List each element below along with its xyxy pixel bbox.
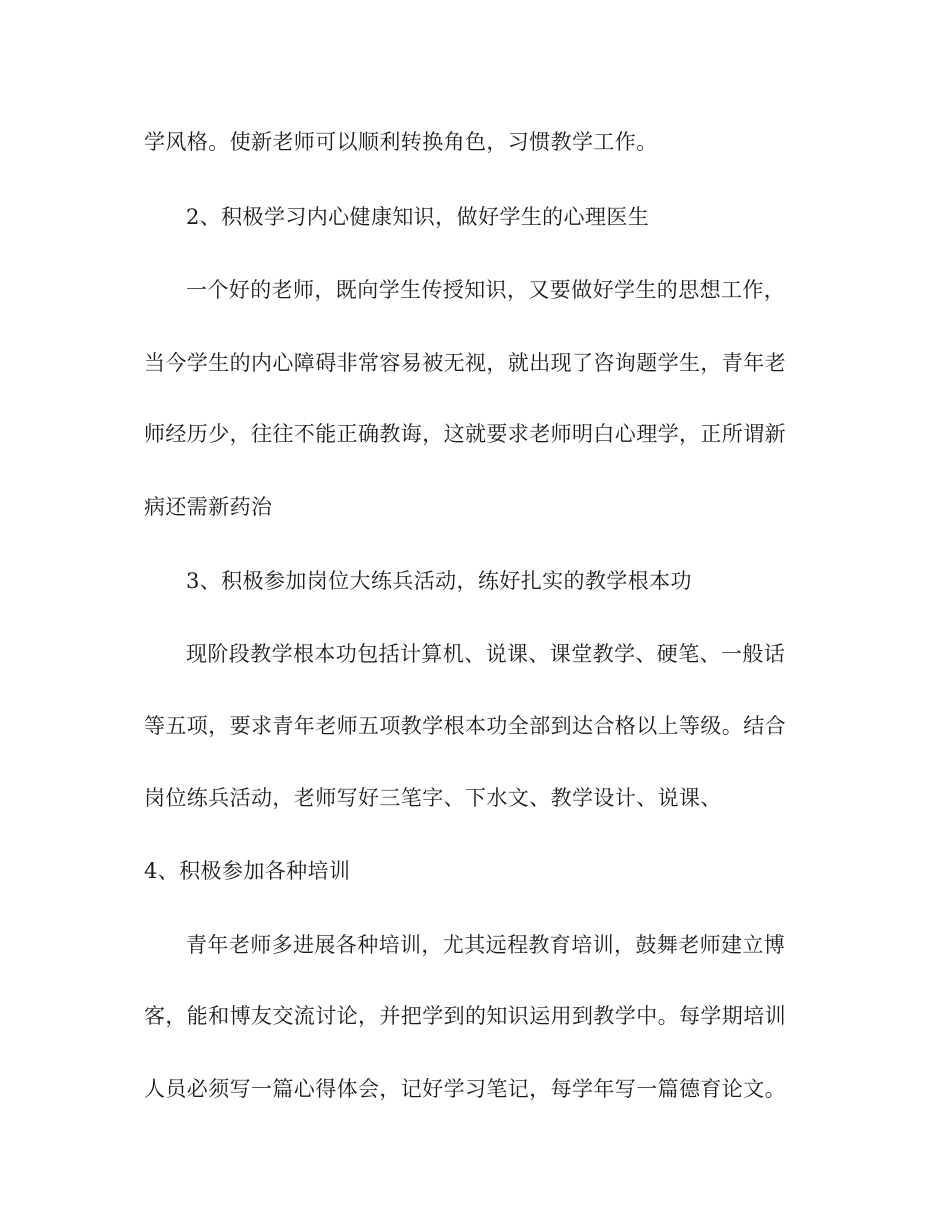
text-line: 病还需新药治	[144, 495, 273, 519]
text-line: 岗位练兵活动，老师写好三笔字、下水文、教学设计、说课、	[144, 786, 722, 810]
text-line: 客，能和博友交流讨论，并把学到的知识运用到教学中。每学期培训	[144, 1004, 786, 1028]
text-line: 当今学生的内心障碍非常容易被无视，就出现了咨询题学生，青年老	[144, 351, 786, 375]
section-heading: 4、积极参加各种培训	[144, 859, 351, 883]
text-line: 师经历少，往往不能正确教诲，这就要求老师明白心理学，正所谓新	[144, 422, 786, 446]
text-line: 一个好的老师，既向学生传授知识，又要做好学生的思想工作，	[186, 278, 786, 302]
text-line: 人员必须写一篇心得体会，记好学习笔记，每学年写一篇德育论文。	[144, 1077, 786, 1101]
section-heading: 2、积极学习内心健康知识，做好学生的心理医生	[186, 205, 650, 229]
text-line: 等五项，要求青年老师五项教学根本功全部到达合格以上等级。结合	[144, 714, 786, 738]
section-heading: 3、积极参加岗位大练兵活动，练好扎实的教学根本功	[186, 569, 692, 593]
text-line: 青年老师多进展各种培训，尤其远程教育培训，鼓舞老师建立博	[186, 933, 786, 957]
text-line: 现阶段教学根本功包括计算机、说课、课堂教学、硬笔、一般话	[186, 642, 786, 666]
text-line: 学风格。使新老师可以顺利转换角色，习惯教学工作。	[144, 130, 658, 154]
